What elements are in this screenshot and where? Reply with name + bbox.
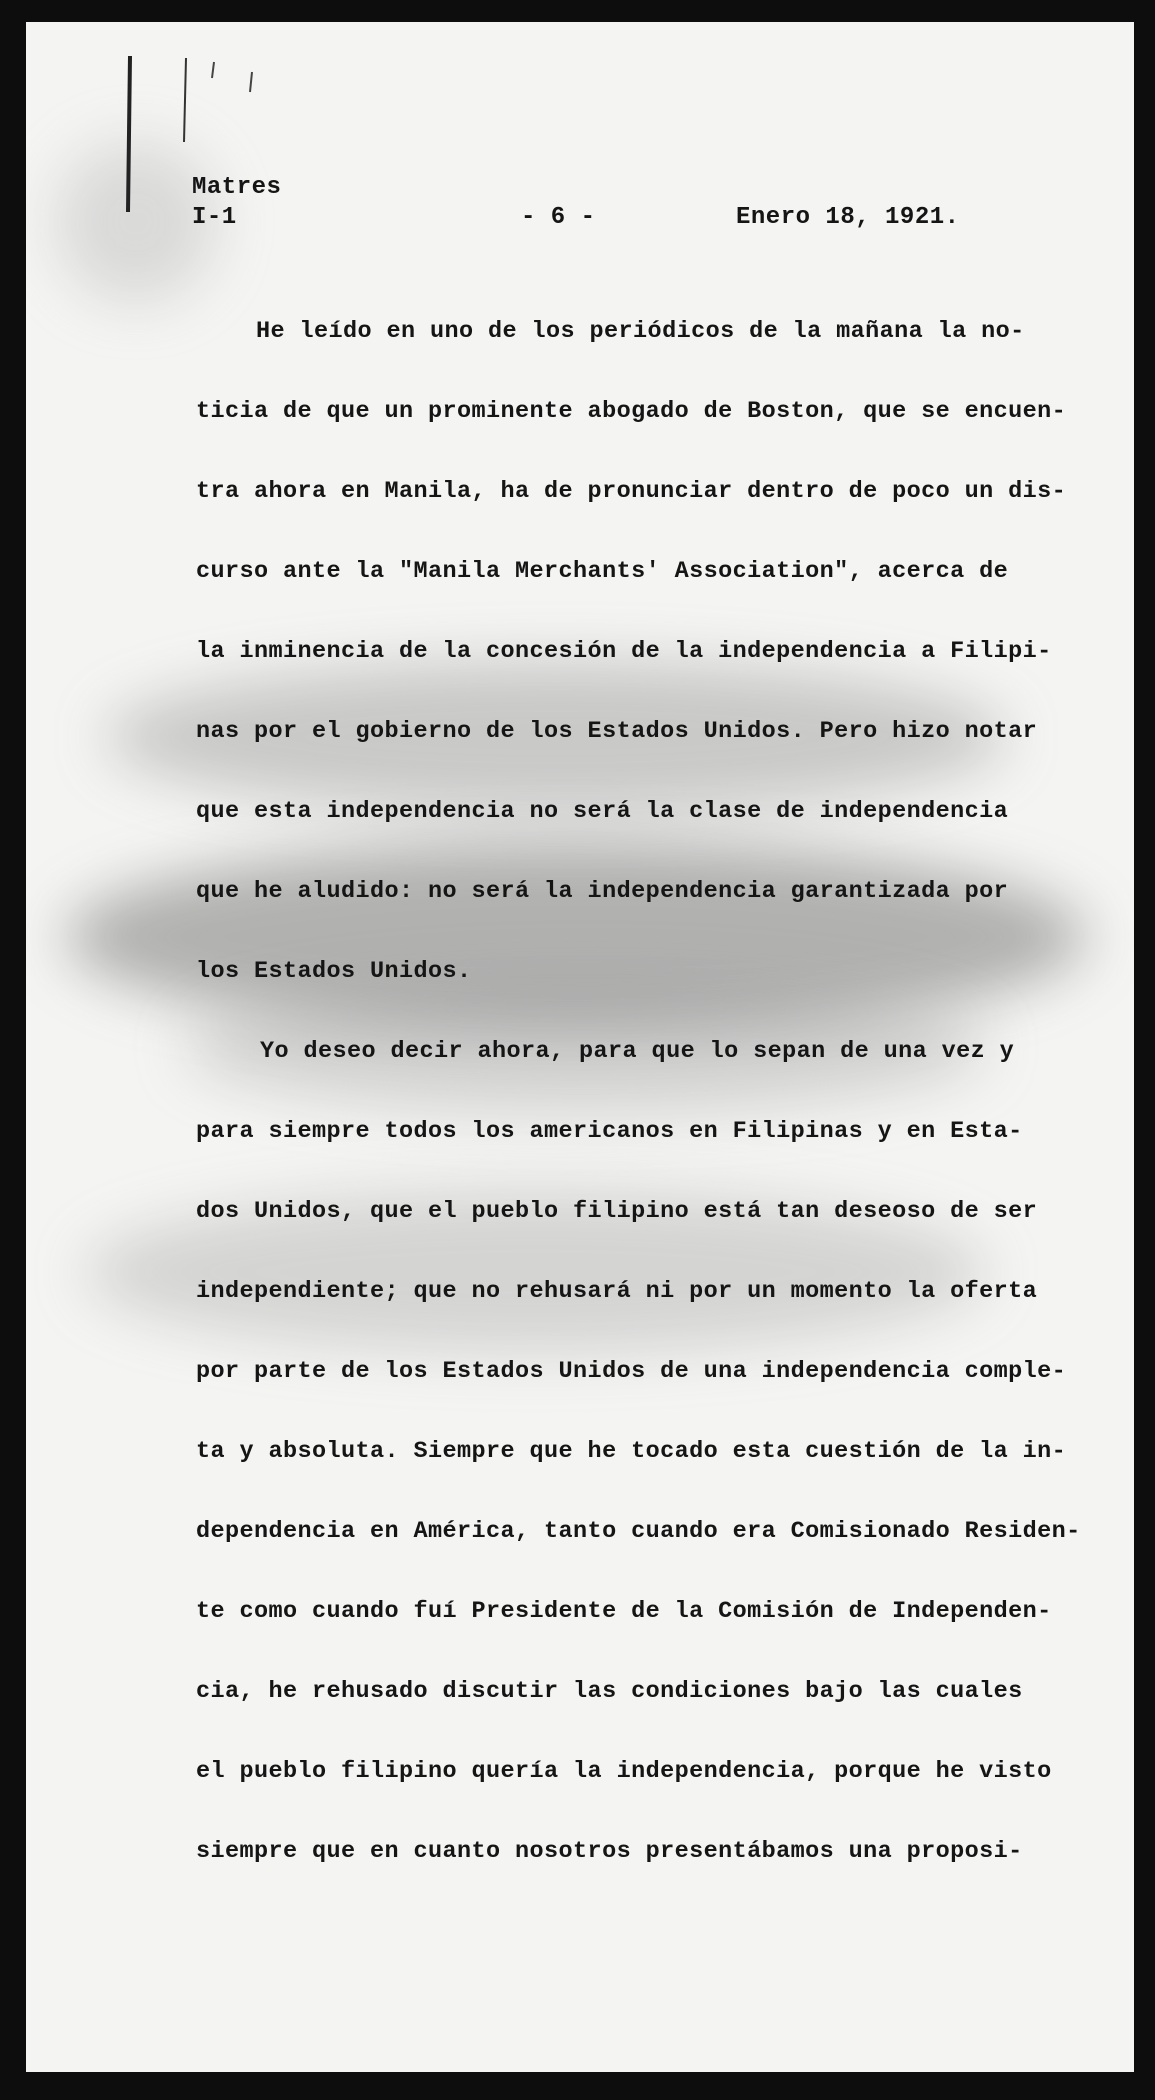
body-line: los Estados Unidos.	[196, 958, 472, 985]
body-line: nas por el gobierno de los Estados Unidos. Pero hizo notar	[196, 718, 1038, 745]
body-line: Yo deseo decir ahora, para que lo sepan de una vez y	[260, 1038, 1015, 1065]
header-author: Matres	[192, 174, 282, 201]
body-line: que esta independencia no será la clase de independencia	[196, 798, 1009, 825]
body-line: el pueblo filipino quería la independencia, porque he visto	[196, 1758, 1052, 1785]
body-line: He leído en uno de los periódicos de la mañana la no-	[256, 318, 1025, 345]
body-line: te como cuando fuí Presidente de la Comisión de Independen-	[196, 1598, 1052, 1625]
body-line: tra ahora en Manila, ha de pronunciar dentro de poco un dis-	[196, 478, 1067, 505]
page-number: - 6 -	[521, 204, 596, 231]
body-line: por parte de los Estados Unidos de una independencia comple-	[196, 1358, 1067, 1385]
body-line: ta y absoluta. Siempre que he tocado esta cuestión de la in-	[196, 1438, 1067, 1465]
body-line: ticia de que un prominente abogado de Boston, que se encuen-	[196, 398, 1067, 425]
body-line: independiente; que no rehusará ni por un momento la oferta	[196, 1278, 1038, 1305]
body-line: dos Unidos, que el pueblo filipino está tan deseoso de ser	[196, 1198, 1038, 1225]
body-line: cia, he rehusado discutir las condiciones bajo las cuales	[196, 1678, 1023, 1705]
document-page	[26, 22, 1134, 2072]
body-line: que he aludido: no será la independencia garantizada por	[196, 878, 1009, 905]
body-line: la inminencia de la concesión de la independencia a Filipi-	[196, 638, 1052, 665]
typed-text	[26, 22, 1134, 2072]
body-line: para siempre todos los americanos en Filipinas y en Esta-	[196, 1118, 1023, 1145]
body-line: dependencia en América, tanto cuando era Comisionado Residen-	[196, 1518, 1081, 1545]
body-line: curso ante la "Manila Merchants' Association", acerca de	[196, 558, 1009, 585]
body-line: siempre que en cuanto nosotros presentábamos una proposi-	[196, 1838, 1023, 1865]
header-date: Enero 18, 1921.	[736, 204, 960, 231]
header-code: I-1	[192, 204, 237, 231]
